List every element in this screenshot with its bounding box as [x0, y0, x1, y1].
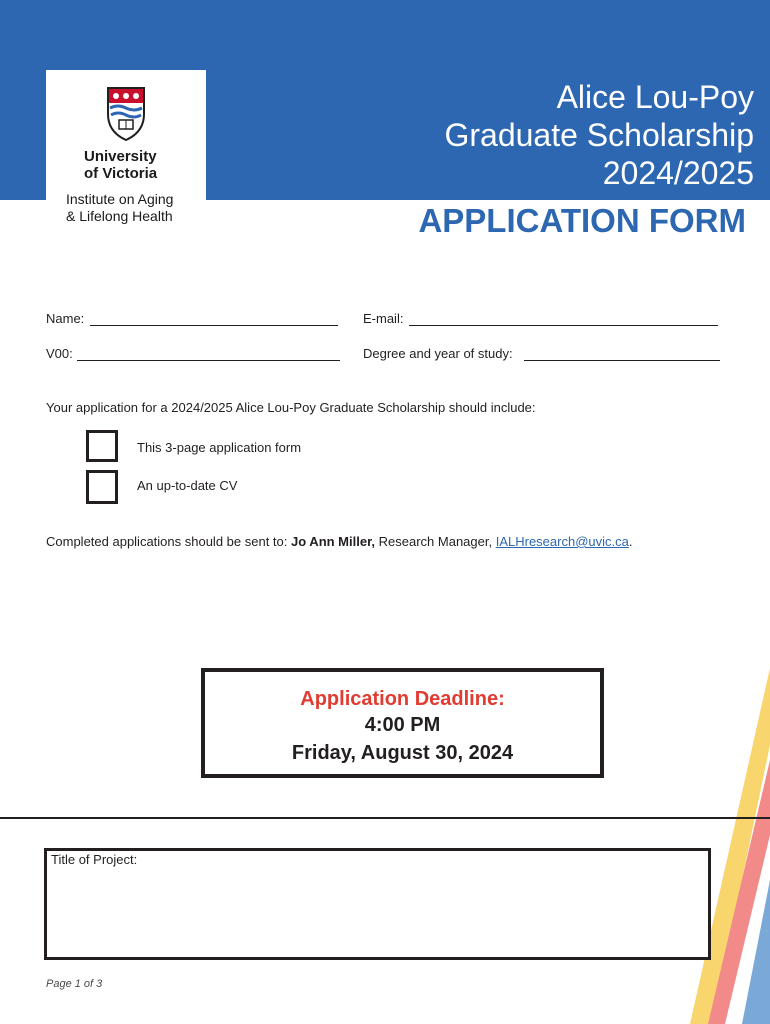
deadline-box	[201, 668, 604, 778]
institute-name: Institute on Aging & Lifelong Health	[66, 191, 174, 224]
checklist-item: An up-to-date CV	[137, 478, 238, 493]
submission-prefix: Completed applications should be sent to:	[46, 534, 291, 549]
project-title-field[interactable]	[44, 848, 711, 960]
university-name: University of Victoria	[84, 148, 158, 182]
deadline-date: Friday, August 30, 2024	[291, 742, 514, 764]
degree-label: Degree and year of study:	[363, 346, 513, 361]
email-label: E-mail:	[363, 311, 404, 326]
contact-role: Research Manager,	[375, 534, 496, 549]
form-heading: APPLICATION FORM	[418, 202, 746, 239]
project-title-label: Title of Project:	[51, 852, 138, 867]
section-divider	[0, 817, 770, 819]
contact-name: Jo Ann Miller,	[291, 534, 376, 549]
page-number: Page 1 of 3	[46, 978, 103, 990]
v00-label: V00:	[46, 346, 73, 361]
deadline-time: 4:00 PM	[364, 714, 441, 736]
name-label: Name:	[46, 311, 85, 326]
checklist-intro: Your application for a 2024/2025 Alice Lou-Poy Graduate Scholarship should include:	[46, 400, 536, 415]
contact-email-link[interactable]: IALHresearch@uvic.ca	[495, 534, 629, 549]
checklist-item: This 3-page application form	[137, 440, 302, 455]
deadline-title: Application Deadline:	[300, 688, 505, 710]
scholarship-title: Alice Lou-Poy Graduate Scholarship 2024/2025	[444, 79, 754, 191]
submission-suffix: .	[628, 534, 633, 549]
